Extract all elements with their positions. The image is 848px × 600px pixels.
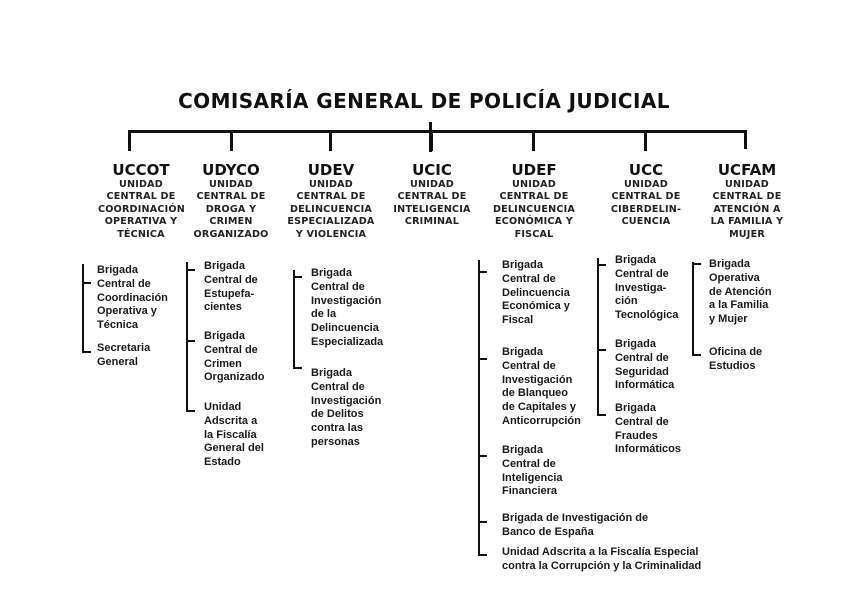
sub-unit-item	[615, 338, 674, 393]
sub-unit-line: Banco de España	[502, 525, 594, 538]
unit-code: UDEF	[511, 161, 557, 179]
sub-unit-line: Central de	[204, 343, 258, 356]
sub-unit-item	[204, 260, 258, 315]
unit-name-line: UNIDAD	[309, 179, 353, 190]
sub-unit-line: General del	[204, 442, 264, 455]
sub-unit-line: Inteligencia	[502, 471, 563, 484]
unit-name-line: CRIMEN	[209, 216, 253, 228]
sub-unit-item	[204, 330, 265, 385]
unit-code: UCIC	[412, 161, 452, 179]
sub-unit-line: Brigada	[615, 338, 656, 350]
bracket-tick	[692, 263, 701, 265]
bracket-tick	[597, 264, 606, 266]
sub-unit-line: Operativa y	[97, 305, 157, 318]
bracket-tick	[478, 271, 487, 273]
sub-unit-line: Investigación	[311, 394, 382, 407]
bracket-tick	[186, 269, 195, 271]
bracket-line-udev	[293, 270, 295, 369]
unit-name-line: Y VIOLENCIA	[295, 228, 367, 240]
sub-unit-line: a la Familia	[709, 299, 769, 312]
unit-full-name	[187, 179, 275, 241]
sub-unit-line: y Mujer	[709, 313, 748, 326]
sub-unit-line: Brigada	[97, 264, 138, 276]
sub-unit-line: Brigada de Investigación de	[502, 512, 649, 524]
unit-name-line: DELINCUENCIA	[289, 203, 373, 215]
unit-drop-line	[532, 131, 535, 151]
sub-unit-line: Central de	[502, 359, 556, 372]
sub-unit-item	[502, 444, 563, 499]
sub-unit-item	[709, 346, 762, 374]
sub-unit-item	[502, 546, 701, 574]
sub-unit-line: Brigada	[502, 444, 543, 456]
unit-name-line: CRIMINAL	[404, 216, 460, 228]
unit-name-line: INTELIGENCIA	[393, 203, 471, 215]
sub-unit-line: Central de	[615, 351, 669, 364]
bracket-line-udef	[478, 260, 480, 556]
sub-unit-line: Central de	[311, 280, 365, 293]
unit-code: UDYCO	[202, 161, 260, 179]
unit-name-line: UNIDAD	[512, 179, 556, 190]
sub-unit-line: Central de	[615, 267, 669, 280]
sub-unit-item	[97, 264, 168, 333]
bracket-tick	[478, 455, 487, 457]
unit-name-line: CIBERDELIN-	[610, 203, 682, 215]
bracket-tick	[597, 349, 606, 351]
sub-unit-line: Crimen	[204, 357, 242, 370]
sub-unit-line: Organizado	[204, 371, 265, 384]
sub-unit-line: Delincuencia	[311, 322, 379, 335]
unit-code: UDEV	[307, 161, 355, 179]
unit-full-name	[700, 179, 794, 241]
unit-name-line: MUJER	[729, 228, 765, 240]
unit-name-line: ESPECIALIZADA	[287, 216, 375, 228]
bracket-tick	[478, 554, 487, 556]
sub-unit-line: Central de	[502, 457, 556, 470]
unit-name-line: ATENCIÓN A	[713, 203, 781, 215]
sub-unit-item	[311, 267, 383, 350]
unit-ucic	[382, 161, 482, 229]
horizontal-connector	[128, 130, 747, 133]
unit-full-name	[604, 179, 688, 229]
sub-unit-line: Económica y	[502, 300, 570, 313]
sub-unit-line: Brigada	[615, 254, 656, 266]
sub-unit-line: Informática	[615, 379, 675, 392]
sub-unit-line: General	[97, 355, 138, 368]
sub-unit-line: Brigada	[615, 402, 656, 414]
sub-unit-line: Delincuencia	[502, 286, 570, 299]
unit-udef	[484, 161, 584, 241]
unit-name-line: UNIDAD	[119, 179, 163, 190]
unit-name-line: CENTRAL DE	[712, 191, 782, 203]
sub-unit-item	[615, 402, 681, 457]
sub-unit-line: Central de	[311, 380, 365, 393]
sub-unit-line: Fraudes	[615, 429, 658, 442]
sub-unit-line: Estudios	[709, 359, 756, 372]
unit-udyco	[187, 161, 275, 241]
sub-unit-line: Investigación	[311, 294, 382, 307]
bracket-tick	[186, 410, 195, 412]
unit-name-line: ORGANIZADO	[193, 228, 269, 240]
sub-unit-line: Oficina de	[709, 346, 763, 358]
unit-ucfam	[700, 161, 794, 241]
sub-unit-item	[502, 259, 570, 328]
sub-unit-line: ción	[615, 295, 638, 308]
unit-code: UCCOT	[112, 161, 170, 179]
unit-udev	[281, 161, 381, 241]
sub-unit-line: Central de	[502, 272, 556, 285]
sub-unit-line: Secretaria	[97, 342, 151, 354]
sub-unit-line: Especializada	[311, 335, 384, 348]
unit-name-line: FISCAL	[514, 228, 554, 240]
unit-name-line: ECONÓMICA Y	[494, 216, 573, 228]
bracket-line-ucfam	[692, 262, 694, 356]
unit-name-line: UNIDAD	[725, 179, 769, 190]
sub-unit-line: personas	[311, 435, 360, 448]
sub-unit-line: Técnica	[97, 319, 138, 332]
sub-unit-item	[615, 254, 678, 323]
unit-name-line: OPERATIVA Y	[104, 216, 178, 228]
bracket-line-udyco	[186, 262, 188, 412]
unit-name-line: DROGA Y	[205, 203, 257, 215]
sub-unit-item	[502, 512, 648, 540]
sub-unit-line: Financiera	[502, 485, 558, 498]
sub-unit-line: Brigada	[204, 330, 245, 342]
sub-unit-line: de Atención	[709, 285, 772, 298]
unit-name-line: LA FAMILIA Y	[710, 216, 784, 228]
sub-unit-line: la Fiscalía	[204, 428, 257, 441]
bracket-tick	[478, 358, 487, 360]
unit-uccot	[98, 161, 184, 241]
sub-unit-line: Brigada	[709, 258, 750, 270]
sub-unit-line: Unidad Adscrita a la Fiscalía Especial	[502, 546, 699, 558]
sub-unit-line: Tecnológica	[615, 309, 679, 322]
unit-name-line: TÉCNICA	[117, 228, 165, 240]
sub-unit-line: Operativa	[709, 271, 760, 284]
sub-unit-line: Fiscal	[502, 314, 534, 327]
bracket-tick	[478, 521, 487, 523]
unit-full-name	[484, 179, 584, 241]
unit-code: UCFAM	[717, 161, 777, 179]
unit-drop-line	[329, 131, 332, 151]
unit-drop-line	[744, 131, 747, 149]
unit-name-line: CUENCIA	[621, 216, 671, 228]
bracket-tick	[186, 340, 195, 342]
unit-drop-line	[644, 131, 647, 151]
bracket-line-uccot	[82, 264, 84, 353]
unit-name-line: CENTRAL DE	[196, 191, 266, 203]
sub-unit-line: Brigada	[502, 259, 543, 271]
bracket-tick	[82, 282, 91, 284]
unit-drop-line	[430, 131, 433, 151]
sub-unit-line: Informáticos	[615, 443, 682, 456]
sub-unit-line: de Capitales y	[502, 401, 576, 414]
sub-unit-line: Estado	[204, 456, 241, 469]
sub-unit-line: Central de	[204, 273, 258, 286]
sub-unit-line: Central de	[615, 415, 669, 428]
sub-unit-line: de Blanqueo	[502, 387, 569, 400]
sub-unit-item	[709, 258, 772, 327]
sub-unit-line: Adscrita a	[204, 414, 258, 427]
bracket-tick	[597, 414, 606, 416]
bracket-tick	[293, 367, 302, 369]
unit-full-name	[281, 179, 381, 241]
sub-unit-line: Brigada	[502, 346, 543, 358]
sub-unit-line: Investiga-	[615, 281, 667, 294]
sub-unit-line: de la	[311, 308, 337, 321]
unit-name-line: CENTRAL DE	[499, 191, 569, 203]
sub-unit-item	[97, 342, 150, 370]
sub-unit-line: de Delitos	[311, 408, 364, 421]
unit-full-name	[98, 179, 184, 241]
sub-unit-line: Coordinación	[97, 291, 168, 304]
unit-name-line: DELINCUENCIA	[492, 203, 576, 215]
unit-ucc	[604, 161, 688, 229]
sub-unit-line: contra la Corrupción y la Criminalidad	[502, 559, 702, 572]
sub-unit-line: cientes	[204, 301, 242, 314]
bracket-tick	[293, 276, 302, 278]
sub-unit-line: Investigación	[502, 373, 573, 386]
unit-drop-line	[128, 131, 131, 151]
unit-name-line: COORDINACIÓN	[98, 203, 185, 215]
unit-name-line: CENTRAL DE	[611, 191, 681, 203]
bracket-tick	[692, 354, 701, 356]
sub-unit-line: Anticorrupción	[502, 414, 581, 427]
sub-unit-line: Brigada	[204, 260, 245, 272]
bracket-line-ucc	[597, 258, 599, 416]
unit-name-line: CENTRAL DE	[397, 191, 467, 203]
unit-code: UCC	[628, 161, 664, 179]
unit-name-line: CENTRAL DE	[296, 191, 366, 203]
sub-unit-item	[502, 346, 581, 429]
sub-unit-line: Brigada	[311, 267, 352, 279]
unit-name-line: UNIDAD	[410, 179, 454, 190]
sub-unit-line: contra las	[311, 422, 363, 435]
chart-title: COMISARÍA GENERAL DE POLICÍA JUDICIAL	[178, 89, 670, 113]
sub-unit-item	[204, 401, 264, 470]
sub-unit-line: Unidad	[204, 401, 242, 413]
unit-full-name	[382, 179, 482, 229]
unit-drop-line	[230, 131, 233, 151]
unit-name-line: UNIDAD	[624, 179, 668, 190]
sub-unit-line: Seguridad	[615, 365, 669, 378]
sub-unit-line: Estupefa-	[204, 287, 255, 300]
sub-unit-item	[311, 367, 381, 450]
unit-name-line: CENTRAL DE	[106, 191, 176, 203]
bracket-tick	[82, 351, 91, 353]
sub-unit-line: Central de	[97, 277, 151, 290]
sub-unit-line: Brigada	[311, 367, 352, 379]
unit-name-line: UNIDAD	[209, 179, 253, 190]
